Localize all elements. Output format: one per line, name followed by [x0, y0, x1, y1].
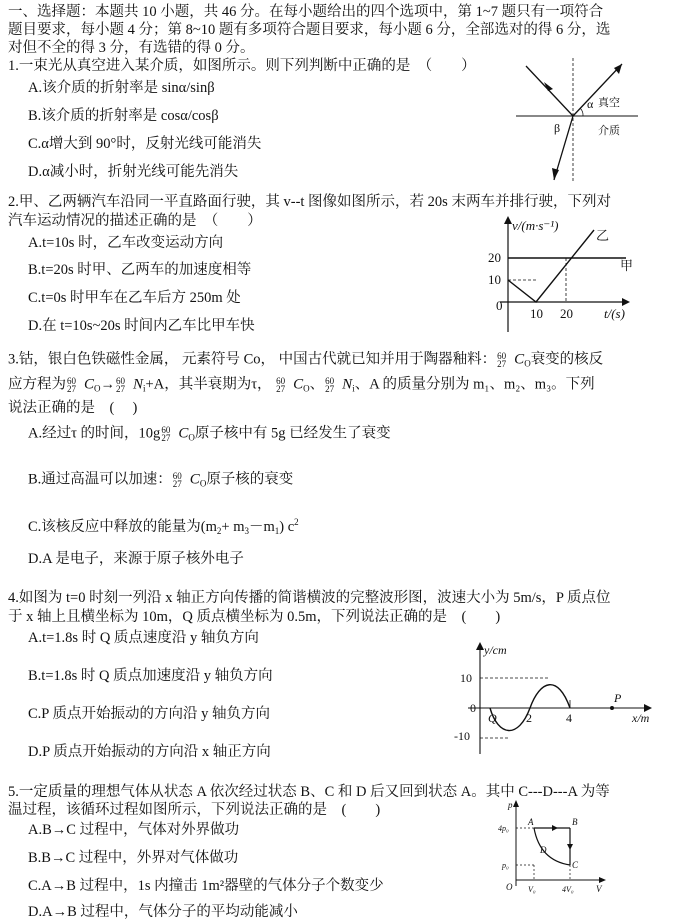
q5-option-a: A.B→C 过程中，气体对外界做功	[28, 822, 240, 838]
section-heading-line3: 对但不全的得 3 分，有选错的得 0 分。	[8, 40, 255, 56]
reflected-arrow-icon	[614, 64, 622, 74]
v4-label: 4V₀	[562, 885, 574, 894]
yi-label: 乙	[596, 228, 610, 243]
q3-option-b: B.通过高温可以加速： 60 27 $C_O$原子核的衰变	[28, 471, 294, 489]
tick-t20: 20	[560, 306, 573, 321]
p-label: P	[614, 691, 622, 705]
v-axis-label: v/(m·s⁻¹)	[512, 218, 559, 233]
jia-label: 甲	[620, 258, 634, 273]
q3-option-d: D.A 是电子，来源于原子核外电子	[28, 551, 244, 567]
q1-option-a: A.该介质的折射率是 sinα/sinβ	[28, 80, 215, 96]
q2-stem-line1: 2.甲、乙两辆汽车沿同一平直路面行驶，其 v--t 图像如图所示，若 20s 末两车并排行驶，下列对	[8, 194, 611, 210]
p4-label: 4p₀	[498, 824, 509, 833]
yi-line	[508, 230, 594, 302]
q3-option-c: C.该核反应中释放的能量为$(m_2+ m_3-m_1)$ $c^2$	[28, 517, 299, 536]
q4-stem-line1: 4.如图为 t=0 时刻一列沿 x 轴正方向传播的简谐横波的完整波形图，波速大小为 5m/s，P 质点位	[8, 590, 611, 606]
v-axis-label: V	[596, 884, 602, 894]
state-a-label: A	[528, 817, 534, 827]
q5-option-b: B.B→C 过程中，外界对气体做功	[28, 850, 239, 866]
state-c-label: C	[572, 860, 579, 870]
q3-stem-line1: 3.钴，银白色铁磁性金属， 元素符号 Co， 中国古代就已知并用于陶器釉料： 60 27 $C_O$衰变的核反	[8, 351, 604, 369]
q-label: Q	[488, 711, 497, 725]
tick-4: 4	[566, 711, 572, 725]
tick-2: 2	[526, 711, 532, 725]
q5-stem-line2: 温过程，该循环过程如图所示，下列说法正确的是 ( )	[8, 802, 381, 818]
medium-label: 介质	[598, 125, 620, 137]
q3-stem-line3: 说法正确的是 ( )	[8, 400, 138, 416]
tick-neg10: -10	[454, 729, 470, 743]
q2-stem-line2: 汽车运动情况的描述正确的是 （ ）	[8, 213, 262, 229]
state-d-label: D	[540, 845, 547, 855]
origin-label: O	[506, 882, 513, 892]
vacuum-label: 真空	[598, 97, 620, 109]
p-point	[610, 706, 614, 710]
tick-20: 20	[488, 250, 501, 265]
q4-option-c: C.P 质点开始振动的方向沿 y 轴负方向	[28, 706, 270, 722]
q5-pv-diagram	[498, 798, 608, 894]
origin-label: 0	[470, 701, 476, 715]
q4-wave-graph	[448, 640, 666, 758]
q4-stem-line2: 于 x 轴上且横坐标为 10m，Q 质点横坐标为 0.5m，下列说法正确的是 ( )	[8, 609, 501, 625]
p-axis-label: p	[508, 800, 513, 810]
state-b-label: B	[572, 817, 578, 827]
q5-stem-line1: 5.一定质量的理想气体从状态 A 依次经过状态 B、C 和 D 后又回到状态 A。其中 C---D---A 为等	[8, 784, 610, 800]
q1-stem: 1.一束光从真空进入某介质，如图所示。则下列判断中正确的是 （ ）	[8, 58, 476, 74]
q4-option-a: A.t=1.8s 时 Q 质点速度沿 y 轴负方向	[28, 630, 259, 646]
q2-option-a: A.t=10s 时，乙车改变运动方向	[28, 235, 224, 251]
q3-option-a: A.经过τ 的时间，10g 60 27 $C_O$原子核中有 5g 已经发生了衰变	[28, 425, 391, 443]
q1-refraction-figure	[510, 56, 670, 184]
y-axis-label: y/cm	[484, 643, 507, 657]
refracted-arrow-icon	[552, 168, 559, 180]
incident-ray	[526, 66, 573, 116]
tick-10: 10	[460, 671, 472, 685]
q5-option-d: D.A→B 过程中，气体分子的平均动能减小	[28, 904, 298, 920]
q3-stem-line2: 应方程为 60 27 $C_O\to$ 60 27 $N_i+A$，其半衰期为τ， 60 27 $C_O$、 60 27 $N_i$、A 的质量分别为 m₁、m₂、m₃。下列	[8, 376, 595, 394]
q2-option-d: D.在 t=10s~20s 时间内乙车比甲车快	[28, 318, 255, 334]
q2-option-b: B.t=20s 时甲、乙两车的加速度相等	[28, 262, 252, 278]
q1-option-d: D.α减小时，折射光线可能先消失	[28, 164, 239, 180]
section-heading-line2: 题目要求，每小题 4 分；第 8~10 题有多项符合题目要求，每小题 6 分，全部选对的得 6 分，选	[8, 22, 611, 38]
q1-option-c: C.α增大到 90°时，反射光线可能消失	[28, 136, 262, 152]
tick-10: 10	[488, 272, 501, 287]
t-axis-label: t/(s)	[604, 306, 625, 321]
q4-option-b: B.t=1.8s 时 Q 质点加速度沿 y 轴负方向	[28, 668, 273, 684]
q1-option-b: B.该介质的折射率是 cosα/cosβ	[28, 108, 219, 124]
beta-label: β	[554, 121, 561, 135]
section-heading-line1: 一、选择题：本题共 10 小题，共 46 分。在每小题给出的四个选项中，第 1~7 题只有一项符合	[8, 4, 604, 20]
q2-vt-graph	[476, 214, 646, 338]
q5-option-c: C.A→B 过程中，1s 内撞击 1m²器壁的气体分子个数变少	[28, 878, 384, 894]
origin-label: 0	[496, 298, 503, 313]
p0-label: p₀	[502, 861, 509, 870]
v0-label: V₀	[528, 885, 536, 894]
q2-option-c: C.t=0s 时甲车在乙车后方 250m 处	[28, 290, 241, 306]
q4-option-d: D.P 质点开始振动的方向沿 x 轴正方向	[28, 744, 271, 760]
x-axis-label: x/m	[632, 711, 650, 725]
alpha-label: α	[587, 97, 594, 111]
tick-t10: 10	[530, 306, 543, 321]
